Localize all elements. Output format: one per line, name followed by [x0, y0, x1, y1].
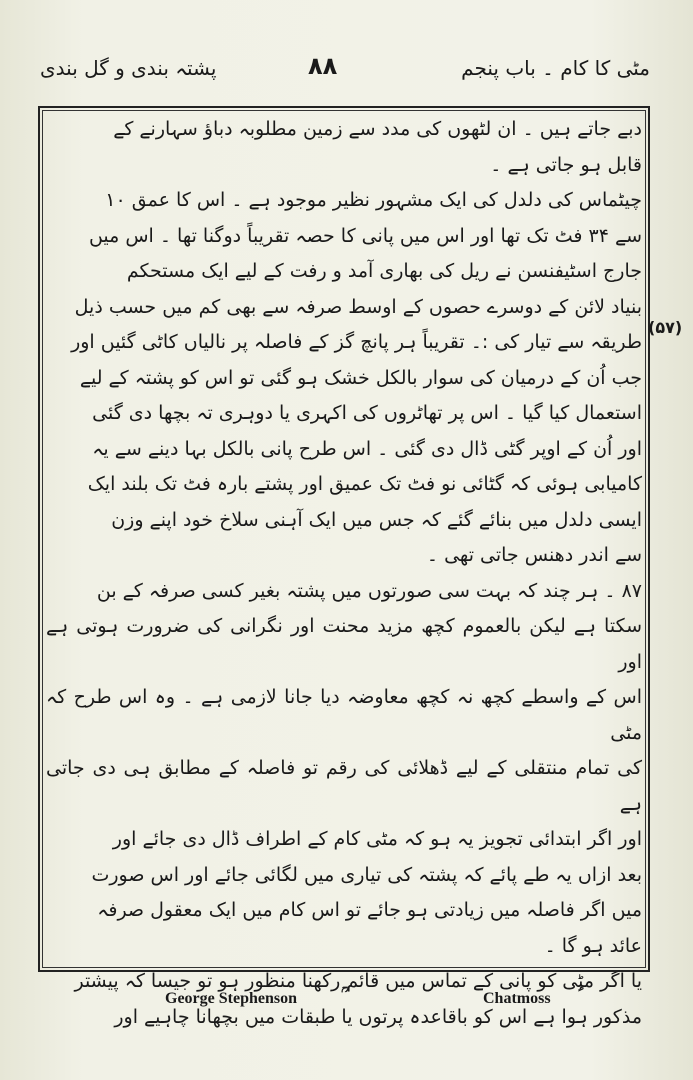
text-line: ایسی دلدل میں بنائے گئے کہ جس میں ایک آہنی سلاخ خود اپنے وزن [111, 508, 642, 531]
text-line: جارج اسٹیفنسن نے ریل کی بھاری آمد و رفت کے لیے ایک مستحکم [126, 260, 642, 282]
text-line: چیٹماس کی دلدل کی ایک مشہور نظیر موجود ہے ۔ اس کا عمق ۱۰ [105, 189, 642, 211]
text-line: اس کے واسطے کچھ نہ کچھ معاوضہ دیا جانا لازمی ہے ۔ وہ اس طرح کہ مٹی [46, 686, 642, 744]
header-section-title: پشتہ بندی و گل بندی [40, 56, 217, 80]
text-line: عائد ہو گا ۔ [544, 934, 642, 957]
text-line: استعمال کیا گیا ۔ اس پر تھاٹروں کی اکہری یا دوہری تہ بچھا دی گئی [92, 402, 642, 424]
text-line: یا اگر مٹی کو پانی کے تماس میں قائم رکھنا منظور ہو تو جیسا کہ پیشتر [74, 970, 642, 992]
header-chapter-title: مٹی کا کام ۔ باب پنجم [461, 56, 650, 80]
text-line: کامیابی ہوئی کہ گٹائی نو فٹ تک عمیق اور پشتے بارہ فٹ تک بلند ایک [87, 473, 642, 495]
text-line: سے اندر دھنس جاتی تھی ۔ [426, 544, 642, 566]
text-line: اور اگر ابتدائی تجویز یہ ہو کہ مٹی کام کے اطراف ڈال دی جائے اور [112, 828, 642, 850]
text-line: اور اُن کے اوپر گٹی ڈال دی گئی ۔ اس طرح پانی بالکل بہا دینے سے یہ [92, 437, 642, 460]
footnote-chatmoss: Chatmoss [483, 990, 551, 1007]
text-line: بعد ازاں یہ طے پائے کہ پشتہ کی تیاری میں لگائی جائے اور اس صورت [91, 863, 642, 886]
text-line: بنیاد لائن کے دوسرے حصوں کے اوسط صرفہ سے بھی کم میں حسب ذیل [74, 295, 642, 318]
text-line: ۸۷ ۔ ہر چند کہ بہت سی صورتوں میں پشتہ بغیر کسی صرفہ کے بن [96, 579, 642, 602]
footnotes [40, 986, 650, 1026]
footnote-george-stephenson: George Stephenson [165, 990, 297, 1007]
text-line: جب اُن کے درمیان کی سوار بالکل خشک ہو گئی تو اس کو پشتہ کے لیے [79, 366, 642, 389]
text-line: طریقہ سے تیار کی :۔ تقریباً ہر پانچ گز کے فاصلہ پر نالیاں کاٹی گئیں اور [71, 331, 642, 353]
text-line: قابل ہو جاتی ہے ۔ [490, 153, 642, 176]
margin-note: (۵۷) [648, 318, 683, 337]
text-line: سے ۳۴ فٹ تک تھا اور اس میں پانی کا حصہ تقریباً دوگنا تھا ۔ اس میں [88, 224, 642, 247]
text-line: میں اگر فاصلہ میں زیادتی ہو جائے تو اس کام میں ایک معقول صرفہ [97, 899, 642, 921]
page-number: ۸۸ [308, 52, 338, 80]
text-line: سکتا ہے لیکن بالعموم کچھ مزید محنت اور نگرانی کی ضرورت ہوتی ہے اور [46, 615, 642, 673]
running-header [40, 50, 650, 90]
text-line: مذکور ہوا ہے اس کو باقاعدہ پرتوں یا طبقات میں بچھانا چاہیے اور [114, 1005, 642, 1028]
text-line: کی تمام منتقلی کے لیے ڈھلائی کی رقم تو فاصلہ کے مطابق ہی دی جاتی ہے [46, 757, 642, 815]
text-line: دبے جاتے ہیں ۔ ان لٹھوں کی مدد سے زمین مطلوبہ دباؤ سہارنے کے [113, 118, 642, 140]
